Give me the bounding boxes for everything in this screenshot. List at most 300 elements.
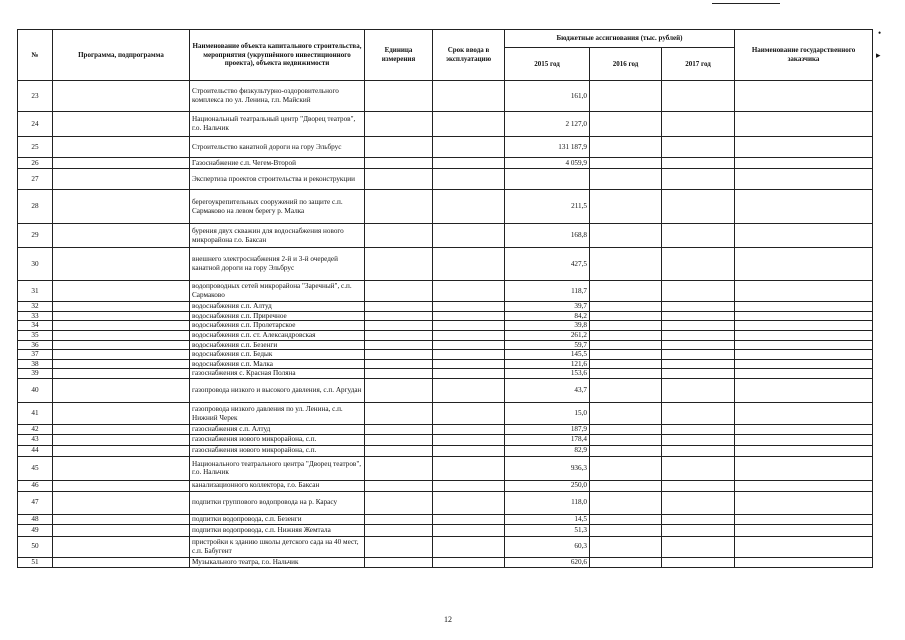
top-rule [712, 3, 780, 4]
row-term [433, 321, 505, 331]
row-2016 [590, 456, 662, 480]
row-unit [365, 445, 433, 456]
table-row [18, 321, 873, 331]
row-program [53, 557, 190, 567]
row-object: водоснабжения с.п. Бедык [190, 350, 365, 360]
row-2016 [590, 524, 662, 536]
row-customer [735, 302, 873, 312]
row-term [433, 369, 505, 379]
row-unit [365, 158, 433, 169]
row-2016 [590, 190, 662, 224]
row-2015: 168,8 [505, 224, 590, 248]
row-2016 [590, 224, 662, 248]
row-program [53, 456, 190, 480]
row-2017 [662, 330, 735, 340]
row-unit [365, 524, 433, 536]
row-2017 [662, 248, 735, 281]
row-2015: 118,7 [505, 281, 590, 302]
row-unit [365, 169, 433, 190]
row-num: 36 [18, 340, 53, 350]
row-customer [735, 536, 873, 557]
row-num: 25 [18, 137, 53, 158]
row-object: пристройки к зданию школы детского сада на 40 мест, с.п. Бабугент [190, 536, 365, 557]
row-2017 [662, 224, 735, 248]
row-num: 38 [18, 359, 53, 369]
row-unit [365, 224, 433, 248]
row-num: 42 [18, 425, 53, 435]
row-2016 [590, 112, 662, 137]
row-program [53, 169, 190, 190]
table-row [18, 491, 873, 514]
table-row [18, 190, 873, 224]
row-unit [365, 434, 433, 445]
row-2015: 43,7 [505, 379, 590, 403]
row-object: газоснабжения с.п. Алтуд [190, 425, 365, 435]
row-2016 [590, 480, 662, 491]
table-row [18, 557, 873, 567]
row-object: Национальный театральный центр "Дворец театров", г.о. Нальчик [190, 112, 365, 137]
row-unit [365, 112, 433, 137]
row-num: 50 [18, 536, 53, 557]
row-2016 [590, 340, 662, 350]
row-2017 [662, 350, 735, 360]
row-program [53, 425, 190, 435]
row-object: газоснабжения с. Красная Поляна [190, 369, 365, 379]
row-object: канализационного коллектора, г.о. Баксан [190, 480, 365, 491]
header-customer: Наименование государственного заказчика [735, 30, 873, 81]
row-term [433, 330, 505, 340]
row-customer [735, 281, 873, 302]
row-unit [365, 480, 433, 491]
row-object: водопроводных сетей микрорайона "Заречный", с.п. Сармаково [190, 281, 365, 302]
row-2017 [662, 340, 735, 350]
table-body [18, 81, 873, 568]
row-2016 [590, 557, 662, 567]
row-program [53, 158, 190, 169]
row-program [53, 340, 190, 350]
row-2017 [662, 557, 735, 567]
row-customer [735, 434, 873, 445]
row-2017 [662, 281, 735, 302]
row-2017 [662, 169, 735, 190]
row-object: газоснабжения нового микрорайона, с.п. [190, 434, 365, 445]
row-2015: 187,9 [505, 425, 590, 435]
row-2017 [662, 81, 735, 112]
row-customer [735, 480, 873, 491]
table-row [18, 456, 873, 480]
row-2016 [590, 281, 662, 302]
row-num: 31 [18, 281, 53, 302]
row-num: 40 [18, 379, 53, 403]
row-2015: 250,0 [505, 480, 590, 491]
row-2015: 153,6 [505, 369, 590, 379]
table-row [18, 369, 873, 379]
row-object: водоснабжения с.п. Пролетарское [190, 321, 365, 331]
row-customer [735, 359, 873, 369]
row-2016 [590, 302, 662, 312]
row-customer [735, 330, 873, 340]
table-row [18, 330, 873, 340]
row-customer [735, 524, 873, 536]
row-2016 [590, 81, 662, 112]
header-year-2015: 2015 год [505, 48, 590, 81]
row-2016 [590, 359, 662, 369]
row-2017 [662, 514, 735, 524]
row-program [53, 112, 190, 137]
row-2015: 161,0 [505, 81, 590, 112]
row-customer [735, 340, 873, 350]
row-unit [365, 340, 433, 350]
row-term [433, 311, 505, 321]
row-customer [735, 514, 873, 524]
row-customer [735, 491, 873, 514]
row-customer [735, 445, 873, 456]
row-2016 [590, 379, 662, 403]
row-program [53, 248, 190, 281]
row-num: 51 [18, 557, 53, 567]
row-program [53, 321, 190, 331]
row-object: Национального театрального центра "Дворец театров", г.о. Нальчик [190, 456, 365, 480]
row-customer [735, 112, 873, 137]
row-term [433, 359, 505, 369]
row-object: берегоукрепительных сооружений по защите с.п. Сармаково на левом берегу р. Малка [190, 190, 365, 224]
row-2017 [662, 524, 735, 536]
row-num: 27 [18, 169, 53, 190]
row-2017 [662, 434, 735, 445]
header-unit: Единица измерения [365, 30, 433, 81]
row-customer [735, 158, 873, 169]
table-row [18, 425, 873, 435]
row-customer [735, 137, 873, 158]
row-customer [735, 350, 873, 360]
row-customer [735, 369, 873, 379]
table-row [18, 311, 873, 321]
row-customer [735, 321, 873, 331]
row-2017 [662, 321, 735, 331]
row-2015: 261,2 [505, 330, 590, 340]
row-2016 [590, 491, 662, 514]
row-2015: 59,7 [505, 340, 590, 350]
row-customer [735, 81, 873, 112]
row-program [53, 524, 190, 536]
margin-mark-dot: • [878, 28, 882, 38]
row-2017 [662, 480, 735, 491]
row-term [433, 480, 505, 491]
table-row [18, 536, 873, 557]
row-2015: 620,6 [505, 557, 590, 567]
row-2016 [590, 369, 662, 379]
row-customer [735, 311, 873, 321]
row-2017 [662, 158, 735, 169]
row-2017 [662, 456, 735, 480]
row-2016 [590, 434, 662, 445]
header-num: № [18, 30, 53, 81]
row-2015: 15,0 [505, 403, 590, 425]
row-unit [365, 536, 433, 557]
row-unit [365, 403, 433, 425]
row-object: газопровода низкого и высокого давления, с.п. Аргудан [190, 379, 365, 403]
row-term [433, 514, 505, 524]
row-object: газопровода низкого давления по ул. Ленина, с.п. Нижний Черек [190, 403, 365, 425]
row-program [53, 311, 190, 321]
row-2017 [662, 369, 735, 379]
row-2015: 118,0 [505, 491, 590, 514]
row-2017 [662, 491, 735, 514]
table-row [18, 379, 873, 403]
row-object: Музыкального театра, г.о. Нальчик [190, 557, 365, 567]
row-2015: 936,3 [505, 456, 590, 480]
row-2017 [662, 112, 735, 137]
row-object: газоснабжения нового микрорайона, с.п. [190, 445, 365, 456]
row-program [53, 445, 190, 456]
table-row [18, 81, 873, 112]
row-unit [365, 425, 433, 435]
row-unit [365, 350, 433, 360]
row-unit [365, 248, 433, 281]
table-row [18, 112, 873, 137]
row-program [53, 514, 190, 524]
row-2015: 211,5 [505, 190, 590, 224]
row-program [53, 350, 190, 360]
row-object: водоснабжения с.п. Малка [190, 359, 365, 369]
row-num: 41 [18, 403, 53, 425]
margin-mark-arrow: ▸ [876, 50, 881, 60]
row-term [433, 248, 505, 281]
row-unit [365, 379, 433, 403]
header-program: Программа, подпрограмма [53, 30, 190, 81]
row-2015: 51,3 [505, 524, 590, 536]
row-program [53, 536, 190, 557]
row-num: 23 [18, 81, 53, 112]
row-2017 [662, 190, 735, 224]
row-customer [735, 557, 873, 567]
row-object: водоснабжения с.п. Алтуд [190, 302, 365, 312]
row-object: водоснабжения с.п. Приречное [190, 311, 365, 321]
row-object: Строительство канатной дороги на гору Эльбрус [190, 137, 365, 158]
row-2015: 2 127,0 [505, 112, 590, 137]
row-2017 [662, 403, 735, 425]
row-term [433, 137, 505, 158]
row-program [53, 330, 190, 340]
row-num: 29 [18, 224, 53, 248]
header-year-2017: 2017 год [662, 48, 735, 81]
row-program [53, 369, 190, 379]
row-num: 47 [18, 491, 53, 514]
row-2015: 131 187,9 [505, 137, 590, 158]
row-unit [365, 514, 433, 524]
row-term [433, 425, 505, 435]
table-row [18, 524, 873, 536]
row-customer [735, 224, 873, 248]
row-unit [365, 359, 433, 369]
row-term [433, 81, 505, 112]
row-2016 [590, 536, 662, 557]
row-2016 [590, 403, 662, 425]
row-2017 [662, 536, 735, 557]
row-term [433, 112, 505, 137]
row-num: 34 [18, 321, 53, 331]
row-2015: 39,7 [505, 302, 590, 312]
row-term [433, 190, 505, 224]
row-2016 [590, 169, 662, 190]
row-program [53, 480, 190, 491]
row-unit [365, 456, 433, 480]
row-customer [735, 379, 873, 403]
row-2016 [590, 158, 662, 169]
row-num: 48 [18, 514, 53, 524]
row-num: 45 [18, 456, 53, 480]
row-num: 35 [18, 330, 53, 340]
row-term [433, 224, 505, 248]
table-row [18, 445, 873, 456]
row-2015: 427,5 [505, 248, 590, 281]
table-row [18, 169, 873, 190]
row-num: 49 [18, 524, 53, 536]
row-2017 [662, 379, 735, 403]
row-term [433, 491, 505, 514]
row-program [53, 434, 190, 445]
table-row [18, 158, 873, 169]
table-row [18, 403, 873, 425]
table-row [18, 359, 873, 369]
row-unit [365, 557, 433, 567]
header-budget-group: Бюджетные ассигнования (тыс. рублей) [505, 30, 735, 48]
row-2015: 14,5 [505, 514, 590, 524]
row-term [433, 340, 505, 350]
table-row [18, 340, 873, 350]
row-term [433, 445, 505, 456]
row-term [433, 434, 505, 445]
row-term [433, 169, 505, 190]
row-num: 44 [18, 445, 53, 456]
header-year-2016: 2016 год [590, 48, 662, 81]
row-program [53, 81, 190, 112]
row-num: 43 [18, 434, 53, 445]
row-customer [735, 456, 873, 480]
row-term [433, 456, 505, 480]
row-num: 26 [18, 158, 53, 169]
row-num: 24 [18, 112, 53, 137]
table-row [18, 350, 873, 360]
row-unit [365, 302, 433, 312]
row-object: Газоснабжение с.п. Чегем-Второй [190, 158, 365, 169]
row-2016 [590, 248, 662, 281]
row-2015: 4 059,9 [505, 158, 590, 169]
row-program [53, 302, 190, 312]
row-2015: 178,4 [505, 434, 590, 445]
row-term [433, 524, 505, 536]
row-2016 [590, 321, 662, 331]
row-term [433, 536, 505, 557]
header-object: Наименование объекта капитального строительства, мероприятия (укрупнённого инвестиционного проекта), объекта недвижимости [190, 30, 365, 81]
row-object: водоснабжения с.п. Безенги [190, 340, 365, 350]
row-2016 [590, 311, 662, 321]
row-term [433, 379, 505, 403]
budget-table [17, 29, 873, 568]
row-unit [365, 491, 433, 514]
row-num: 33 [18, 311, 53, 321]
row-unit [365, 281, 433, 302]
row-program [53, 281, 190, 302]
row-num: 32 [18, 302, 53, 312]
row-term [433, 302, 505, 312]
row-object: водоснабжения с.п. ст. Александровская [190, 330, 365, 340]
row-2016 [590, 514, 662, 524]
row-2017 [662, 137, 735, 158]
row-term [433, 557, 505, 567]
row-program [53, 359, 190, 369]
table-row [18, 224, 873, 248]
row-2017 [662, 359, 735, 369]
row-program [53, 403, 190, 425]
row-2016 [590, 425, 662, 435]
table-row [18, 434, 873, 445]
row-2015: 39,8 [505, 321, 590, 331]
row-2016 [590, 137, 662, 158]
row-term [433, 403, 505, 425]
row-customer [735, 248, 873, 281]
row-2016 [590, 330, 662, 340]
row-2017 [662, 311, 735, 321]
row-unit [365, 311, 433, 321]
row-object: подпитки водопровода, с.п. Нижняя Жемтала [190, 524, 365, 536]
row-term [433, 158, 505, 169]
row-2016 [590, 445, 662, 456]
table-row [18, 480, 873, 491]
row-2016 [590, 350, 662, 360]
row-program [53, 224, 190, 248]
row-num: 46 [18, 480, 53, 491]
header-term: Срок ввода в эксплуатацию [433, 30, 505, 81]
row-unit [365, 190, 433, 224]
row-2017 [662, 425, 735, 435]
table-row [18, 514, 873, 524]
row-2017 [662, 302, 735, 312]
row-2015 [505, 169, 590, 190]
row-object: внешнего электроснабжения 2-й и 3-й очередей канатной дороги на гору Эльбрус [190, 248, 365, 281]
row-2017 [662, 445, 735, 456]
row-num: 39 [18, 369, 53, 379]
row-unit [365, 330, 433, 340]
row-2015: 84,2 [505, 311, 590, 321]
row-unit [365, 321, 433, 331]
row-customer [735, 425, 873, 435]
table-row [18, 248, 873, 281]
row-2015: 60,3 [505, 536, 590, 557]
row-unit [365, 137, 433, 158]
row-term [433, 350, 505, 360]
row-object: подпитки водопровода, с.п. Безенги [190, 514, 365, 524]
row-program [53, 379, 190, 403]
page-number: 12 [444, 615, 452, 624]
row-object: Экспертиза проектов строительства и реконструкции [190, 169, 365, 190]
row-unit [365, 369, 433, 379]
row-num: 37 [18, 350, 53, 360]
row-num: 30 [18, 248, 53, 281]
row-unit [365, 81, 433, 112]
row-object: Строительство физкультурно-оздоровительного комплекса по ул. Ленина, г.п. Майский [190, 81, 365, 112]
row-program [53, 190, 190, 224]
row-term [433, 281, 505, 302]
row-program [53, 137, 190, 158]
row-object: бурения двух скважин для водоснабжения нового микрорайона г.о. Баксан [190, 224, 365, 248]
row-2015: 82,9 [505, 445, 590, 456]
row-object: подпитки группового водопровода на р. Карасу [190, 491, 365, 514]
row-customer [735, 190, 873, 224]
row-customer [735, 403, 873, 425]
row-num: 28 [18, 190, 53, 224]
table-row [18, 302, 873, 312]
